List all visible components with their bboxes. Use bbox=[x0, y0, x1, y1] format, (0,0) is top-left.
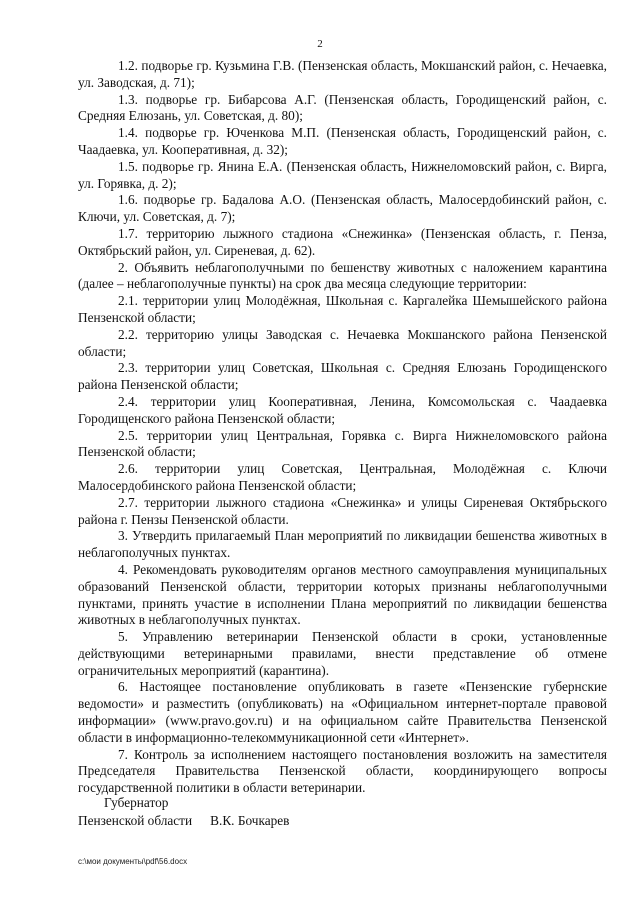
signature-block bbox=[78, 794, 289, 830]
file-path-footer: c:\мои документы\pdf\56.docx bbox=[78, 857, 188, 866]
paragraph-1-3: 1.3. подворье гр. Бибарсова А.Г. (Пензенская область, Городищенский район, с. Средняя Елюзань, ул. Советская, д. 80); bbox=[78, 91, 607, 124]
paragraph-2-4: 2.4. территории улиц Кооперативная, Ленина, Комсомольская с. Чаадаевка Городищенского района Пензенской области; bbox=[78, 393, 607, 426]
paragraph-1-5: 1.5. подворье гр. Янина Е.А. (Пензенская область, Нижнеломовский район, с. Вирга, ул. Горявка, д. 2); bbox=[78, 158, 607, 191]
signature-name: В.К. Бочкарев bbox=[210, 813, 290, 828]
document-body bbox=[78, 58, 607, 797]
paragraph-2: 2. Объявить неблагополучными по бешенству животных с наложением карантина (далее – неблагополучные пункты) на срок два месяца следующие территории: bbox=[78, 259, 607, 292]
paragraph-2-3: 2.3. территории улиц Советская, Школьная с. Средняя Елюзань Городищенского района Пензенской области; bbox=[78, 360, 607, 393]
paragraph-2-7: 2.7. территории лыжного стадиона «Снежинка» и улицы Сиреневая Октябрьского района г. Пензы Пензенской области. bbox=[78, 494, 607, 527]
paragraph-2-6: 2.6. территории улиц Советская, Центральная, Молодёжная с. Ключи Малосердобинского района Пензенской области; bbox=[78, 461, 607, 493]
paragraph-3: 3. Утвердить прилагаемый План мероприятий по ликвидации бешенства животных в неблагополучных пунктах. bbox=[78, 528, 607, 561]
paragraph-1-6: 1.6. подворье гр. Бадалова А.О. (Пензенская область, Малосердобинский район, с. Ключи, ул. Советская, д. 7); bbox=[78, 192, 607, 225]
paragraph-2-5: 2.5. территории улиц Центральная, Горявка с. Вирга Нижнеломовского района Пензенской области; bbox=[78, 427, 607, 460]
paragraph-6: 6. Настоящее постановление опубликовать в газете «Пензенские губернские ведомости» и разместить (опубликовать) на «Официальном интернет-портале правовой информации» (www.pravo.gov.ru) и на официальном сайте Правительства Пензенской области в информационно-телекоммуникационной сети «Интернет». bbox=[78, 679, 607, 745]
page-number: 2 bbox=[317, 38, 323, 50]
signature-region: Пензенской области bbox=[78, 813, 193, 828]
paragraph-1-7: 1.7. территорию лыжного стадиона «Снежинка» (Пензенская область, г. Пенза, Октябрьский район, ул. Сиреневая, д. 62). bbox=[78, 225, 607, 258]
paragraph-7: 7. Контроль за исполнением настоящего постановления возложить на заместителя Председателя Правительства Пензенской области, координирующего вопросы государственной политики в области ветеринарии. bbox=[78, 746, 607, 796]
paragraph-1-4: 1.4. подворье гр. Юченкова М.П. (Пензенская область, Городищенский район, с. Чаадаевка, ул. Кооперативная, д. 32); bbox=[78, 125, 607, 157]
paragraph-1-2: 1.2. подворье гр. Кузьмина Г.В. (Пензенская область, Мокшанский район, с. Нечаевка, ул. Заводская, д. 71); bbox=[78, 58, 607, 90]
paragraph-2-2: 2.2. территорию улицы Заводская с. Нечаевка Мокшанского района Пензенской области; bbox=[78, 326, 607, 359]
signature-role: Губернатор bbox=[104, 795, 169, 810]
paragraph-2-1: 2.1. территории улиц Молодёжная, Школьная с. Каргалейка Шемышейского района Пензенской области; bbox=[78, 293, 607, 325]
paragraph-5: 5. Управлению ветеринарии Пензенской области в сроки, установленные действующими ветеринарными правилами, внести представление об отмене ограничительных мероприятий (карантина). bbox=[78, 629, 607, 678]
paragraph-4: 4. Рекомендовать руководителям органов местного самоуправления муниципальных образований Пензенской области, территории которых признаны неблагополучными пунктами, принять участие в исполнении Плана мероприятий по ликвидации бешенства животных в неблагополучных пунктах. bbox=[78, 561, 607, 628]
signature-line bbox=[78, 812, 289, 830]
